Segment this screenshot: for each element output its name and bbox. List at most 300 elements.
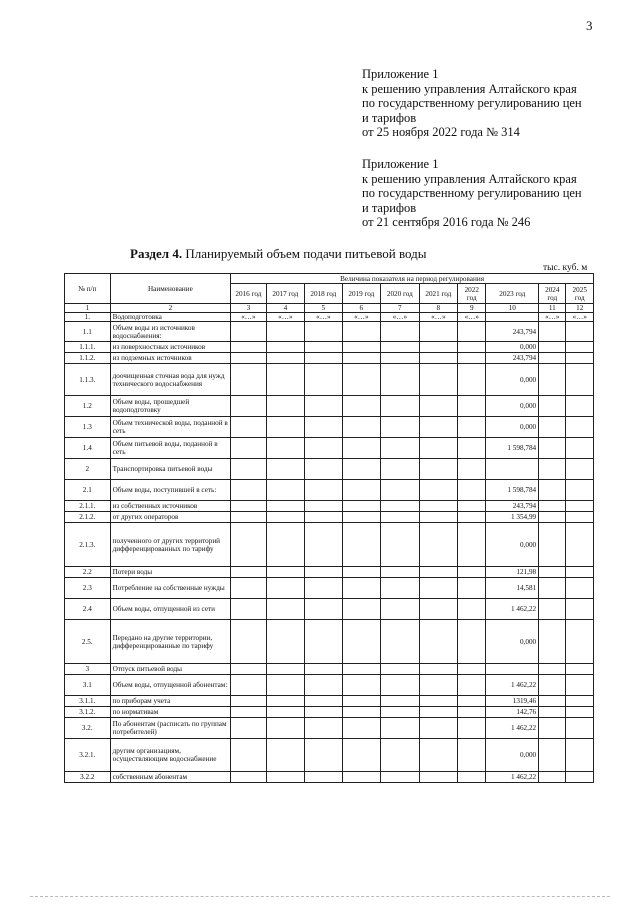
row-name: Объем воды, отпущенной из сети [110, 599, 231, 620]
value-cell [381, 322, 420, 342]
value-cell [566, 739, 594, 772]
value-cell [266, 501, 305, 512]
table-row [65, 313, 594, 322]
value-cell [305, 512, 342, 523]
value-cell [566, 567, 594, 578]
value-cell [231, 664, 266, 675]
value-cell [419, 664, 458, 675]
value-cell [539, 512, 566, 523]
value-2023: 1 462,22 [486, 718, 539, 739]
header-col-number: 5 [305, 304, 342, 313]
value-cell [458, 696, 486, 707]
value-cell [419, 675, 458, 696]
value-cell [539, 620, 566, 664]
value-cell [419, 480, 458, 501]
value-cell [231, 675, 266, 696]
value-cell [566, 664, 594, 675]
header-col-number: 7 [381, 304, 420, 313]
table-row [65, 707, 594, 718]
header-col-number: 11 [539, 304, 566, 313]
value-cell [539, 707, 566, 718]
value-cell [458, 523, 486, 567]
value-cell [266, 718, 305, 739]
value-cell [305, 523, 342, 567]
value-cell [381, 501, 420, 512]
value-cell [266, 364, 305, 396]
value-cell [266, 707, 305, 718]
header-year: 2018 год [305, 284, 342, 304]
value-cell [266, 739, 305, 772]
value-2023: 1 462,22 [486, 599, 539, 620]
value-cell [458, 459, 486, 480]
value-cell [381, 459, 420, 480]
value-2023: 0,000 [486, 417, 539, 438]
row-name: Потери воды [110, 567, 231, 578]
value-cell [305, 396, 342, 417]
value-cell [305, 417, 342, 438]
value-cell [539, 578, 566, 599]
value-cell [419, 567, 458, 578]
row-number: 1.3 [65, 417, 111, 438]
row-name: Объем воды, прошедшей водоподготовку [110, 396, 231, 417]
value-cell [342, 396, 381, 417]
table-row [65, 501, 594, 512]
header-year: 2024 год [539, 284, 566, 304]
value-cell [419, 438, 458, 459]
value-cell [342, 578, 381, 599]
row-number: 2.1.2. [65, 512, 111, 523]
value-cell [458, 322, 486, 342]
table-row [65, 739, 594, 772]
value-cell [419, 512, 458, 523]
value-cell [266, 620, 305, 664]
value-cell [305, 772, 342, 783]
value-2023 [486, 664, 539, 675]
value-cell [305, 459, 342, 480]
value-cell [305, 599, 342, 620]
appendix-line: от 25 ноября 2022 года № 314 [362, 125, 520, 139]
value-2023: 243,794 [486, 322, 539, 342]
value-cell: «…» [266, 313, 305, 322]
value-2023: 14,581 [486, 578, 539, 599]
appendix-line: и тарифов [362, 200, 417, 215]
value-2023: 1 598,784 [486, 480, 539, 501]
value-2023: 121,98 [486, 567, 539, 578]
appendix-previous-block [362, 157, 582, 230]
value-cell [539, 567, 566, 578]
value-cell [266, 567, 305, 578]
value-cell [458, 480, 486, 501]
value-cell [342, 364, 381, 396]
header-group: Величина показателя на период регулирования [231, 274, 594, 284]
value-cell [381, 718, 420, 739]
table-row [65, 438, 594, 459]
value-cell [342, 438, 381, 459]
value-cell [419, 353, 458, 364]
value-cell [458, 664, 486, 675]
value-cell [381, 342, 420, 353]
value-cell [342, 342, 381, 353]
value-cell [381, 675, 420, 696]
value-cell [539, 417, 566, 438]
value-cell [266, 664, 305, 675]
row-name: доочищенная сточная вода для нужд технического водоснабжения [110, 364, 231, 396]
value-cell [231, 696, 266, 707]
header-year: 2021 год [419, 284, 458, 304]
value-cell [539, 322, 566, 342]
value-cell [566, 364, 594, 396]
value-cell [419, 459, 458, 480]
header-year: 2019 год [342, 284, 381, 304]
value-cell [305, 739, 342, 772]
value-cell [231, 364, 266, 396]
value-2023: 142,76 [486, 707, 539, 718]
value-cell [381, 353, 420, 364]
value-2023: 0,000 [486, 739, 539, 772]
value-cell [419, 417, 458, 438]
row-name: Объем технической воды, поданной в сеть [110, 417, 231, 438]
appendix-line: от 21 сентября 2016 года № 246 [362, 215, 531, 229]
row-number: 1.1.2. [65, 353, 111, 364]
header-col-number: 10 [486, 304, 539, 313]
value-cell [539, 501, 566, 512]
value-2023 [486, 313, 539, 322]
table-row [65, 342, 594, 353]
value-cell [539, 438, 566, 459]
value-cell [381, 620, 420, 664]
value-cell [342, 480, 381, 501]
value-cell: «…» [305, 313, 342, 322]
value-cell [342, 739, 381, 772]
value-2023: 1 354,99 [486, 512, 539, 523]
value-cell [305, 353, 342, 364]
section-title [130, 246, 427, 262]
value-cell [342, 512, 381, 523]
value-cell [305, 438, 342, 459]
value-cell [566, 501, 594, 512]
row-number: 2.1.1. [65, 501, 111, 512]
value-cell [266, 417, 305, 438]
value-cell [305, 620, 342, 664]
row-number: 3 [65, 664, 111, 675]
value-cell [342, 599, 381, 620]
row-name: Объем воды из источников водоснабжения: [110, 322, 231, 342]
row-name: Потребление на собственные нужды [110, 578, 231, 599]
header-num: № п/п [65, 274, 111, 304]
row-name: Водоподготовка [110, 313, 231, 322]
value-cell [539, 480, 566, 501]
appendix-line: к решению управления Алтайского края [362, 81, 577, 96]
value-cell: «…» [566, 313, 594, 322]
row-number: 2.1.3. [65, 523, 111, 567]
table-row [65, 675, 594, 696]
unit-label: тыс. куб. м [543, 263, 588, 273]
value-cell [381, 739, 420, 772]
value-cell [566, 675, 594, 696]
row-number: 2.1 [65, 480, 111, 501]
value-cell [342, 718, 381, 739]
value-2023: 1 462,22 [486, 772, 539, 783]
row-number: 1.2 [65, 396, 111, 417]
row-number: 3.2. [65, 718, 111, 739]
value-cell: «…» [458, 313, 486, 322]
value-cell [231, 396, 266, 417]
header-col-number: 6 [342, 304, 381, 313]
value-2023: 0,000 [486, 523, 539, 567]
value-cell [305, 364, 342, 396]
value-cell [266, 342, 305, 353]
value-cell [458, 501, 486, 512]
value-cell [381, 480, 420, 501]
row-number: 3.1.1. [65, 696, 111, 707]
row-name: из собственных источников [110, 501, 231, 512]
appendix-line: к решению управления Алтайского края [362, 171, 577, 186]
header-col-number: 8 [419, 304, 458, 313]
row-name: из поверхностных источников [110, 342, 231, 353]
row-number: 2.4 [65, 599, 111, 620]
header-col-number: 12 [566, 304, 594, 313]
row-name: другим организациям, осуществляющим водоснабжение [110, 739, 231, 772]
value-cell [342, 322, 381, 342]
value-cell [566, 417, 594, 438]
row-name: Передано на другие территории, дифференцированные по тарифу [110, 620, 231, 664]
table-row [65, 364, 594, 396]
value-cell [458, 675, 486, 696]
value-cell [305, 664, 342, 675]
value-2023: 243,794 [486, 501, 539, 512]
value-cell [458, 396, 486, 417]
value-cell [458, 567, 486, 578]
row-number: 3.2.1. [65, 739, 111, 772]
value-cell [266, 696, 305, 707]
header-col-number: 1 [65, 304, 111, 313]
value-cell [539, 523, 566, 567]
table-row [65, 620, 594, 664]
value-cell [266, 322, 305, 342]
value-cell [342, 675, 381, 696]
row-number: 1.1 [65, 322, 111, 342]
value-2023: 1 462,22 [486, 675, 539, 696]
value-cell [539, 364, 566, 396]
value-cell [266, 459, 305, 480]
value-cell [539, 696, 566, 707]
page-number: 3 [586, 18, 593, 33]
row-name: Объем воды, поступившей в сеть: [110, 480, 231, 501]
value-cell [381, 567, 420, 578]
value-cell [566, 396, 594, 417]
value-cell [419, 501, 458, 512]
value-cell [539, 739, 566, 772]
value-cell [342, 353, 381, 364]
value-cell [539, 664, 566, 675]
value-cell [266, 512, 305, 523]
table-row [65, 664, 594, 675]
table-row [65, 599, 594, 620]
table-row [65, 459, 594, 480]
value-cell [381, 396, 420, 417]
value-cell [419, 718, 458, 739]
table-row [65, 322, 594, 342]
table-row [65, 396, 594, 417]
value-cell [539, 396, 566, 417]
row-name: по приборам учета [110, 696, 231, 707]
value-cell [566, 512, 594, 523]
value-cell [458, 342, 486, 353]
value-cell [381, 512, 420, 523]
value-cell [458, 599, 486, 620]
value-cell [566, 707, 594, 718]
value-cell [231, 342, 266, 353]
row-number: 3.1 [65, 675, 111, 696]
row-name: из подземных источников [110, 353, 231, 364]
value-cell [566, 696, 594, 707]
value-cell [566, 578, 594, 599]
value-cell [231, 578, 266, 599]
value-cell [266, 480, 305, 501]
value-cell [231, 620, 266, 664]
value-cell [342, 417, 381, 438]
value-cell [381, 664, 420, 675]
value-cell [566, 438, 594, 459]
value-cell [566, 459, 594, 480]
value-2023: 1 598,784 [486, 438, 539, 459]
value-cell [266, 675, 305, 696]
value-cell [419, 322, 458, 342]
value-cell [419, 739, 458, 772]
value-cell [419, 578, 458, 599]
value-cell [305, 322, 342, 342]
value-cell [266, 772, 305, 783]
value-cell [266, 523, 305, 567]
header-year: 2020 год [381, 284, 420, 304]
value-cell [305, 501, 342, 512]
value-cell [231, 353, 266, 364]
value-cell [419, 523, 458, 567]
table-row [65, 480, 594, 501]
value-cell [381, 696, 420, 707]
value-cell [458, 772, 486, 783]
value-cell [305, 567, 342, 578]
value-cell [342, 501, 381, 512]
row-name: Транспортировка питьевой воды [110, 459, 231, 480]
value-cell [381, 772, 420, 783]
appendix-current-block [362, 67, 582, 140]
value-cell [458, 353, 486, 364]
value-cell [231, 707, 266, 718]
value-cell [231, 480, 266, 501]
value-cell [539, 772, 566, 783]
table-row [65, 512, 594, 523]
header-year: 2017 год [266, 284, 305, 304]
row-number: 1.1.3. [65, 364, 111, 396]
value-cell [419, 707, 458, 718]
value-cell [381, 364, 420, 396]
row-number: 1. [65, 313, 111, 322]
header-col-number: 3 [231, 304, 266, 313]
header-col-number: 2 [110, 304, 231, 313]
value-cell [419, 342, 458, 353]
header-year: 2025 год [566, 284, 594, 304]
table-row [65, 567, 594, 578]
row-name: Объем питьевой воды, поданной в сеть [110, 438, 231, 459]
value-cell [266, 396, 305, 417]
value-cell: «…» [539, 313, 566, 322]
table-row [65, 578, 594, 599]
value-cell [539, 459, 566, 480]
value-cell [458, 718, 486, 739]
value-cell [231, 599, 266, 620]
value-cell [566, 772, 594, 783]
value-cell: «…» [342, 313, 381, 322]
row-name: Отпуск питьевой воды [110, 664, 231, 675]
row-name: по нормативам [110, 707, 231, 718]
value-cell [305, 480, 342, 501]
appendix-line: по государственному регулированию цен [362, 96, 582, 110]
value-cell [566, 523, 594, 567]
appendix-line: Приложение 1 [362, 157, 439, 171]
value-cell [231, 417, 266, 438]
value-cell [381, 578, 420, 599]
value-2023: 0,000 [486, 364, 539, 396]
row-name: от других операторов [110, 512, 231, 523]
table-row [65, 772, 594, 783]
value-cell [231, 739, 266, 772]
value-cell [231, 567, 266, 578]
value-cell [266, 438, 305, 459]
row-number: 2.5. [65, 620, 111, 664]
value-cell [566, 353, 594, 364]
value-cell [231, 718, 266, 739]
appendix-line: и тарифов [362, 110, 417, 125]
value-cell [342, 707, 381, 718]
value-cell [566, 480, 594, 501]
value-cell [305, 718, 342, 739]
value-cell: «…» [381, 313, 420, 322]
section-name: Планируемый объем подачи питьевой воды [185, 246, 427, 261]
row-number: 2.2 [65, 567, 111, 578]
value-cell [231, 501, 266, 512]
value-cell [381, 523, 420, 567]
value-cell [381, 599, 420, 620]
header-year: 2016 год [231, 284, 266, 304]
row-number: 3.1.2. [65, 707, 111, 718]
header-col-number: 9 [458, 304, 486, 313]
value-cell [305, 578, 342, 599]
value-cell [539, 718, 566, 739]
value-cell [539, 342, 566, 353]
value-cell [458, 578, 486, 599]
row-number: 2 [65, 459, 111, 480]
value-cell [342, 696, 381, 707]
value-cell [305, 342, 342, 353]
value-cell [419, 696, 458, 707]
value-cell [419, 620, 458, 664]
row-name: собственным абонентам [110, 772, 231, 783]
value-cell [566, 718, 594, 739]
value-cell [231, 772, 266, 783]
value-cell [458, 512, 486, 523]
value-2023: 0,000 [486, 620, 539, 664]
value-2023: 1319,46 [486, 696, 539, 707]
value-2023: 0,000 [486, 396, 539, 417]
header-year: 2022 год [458, 284, 486, 304]
value-cell [381, 707, 420, 718]
value-cell [305, 675, 342, 696]
row-number: 1.1.1. [65, 342, 111, 353]
value-2023 [486, 459, 539, 480]
value-cell [231, 512, 266, 523]
value-cell [266, 578, 305, 599]
